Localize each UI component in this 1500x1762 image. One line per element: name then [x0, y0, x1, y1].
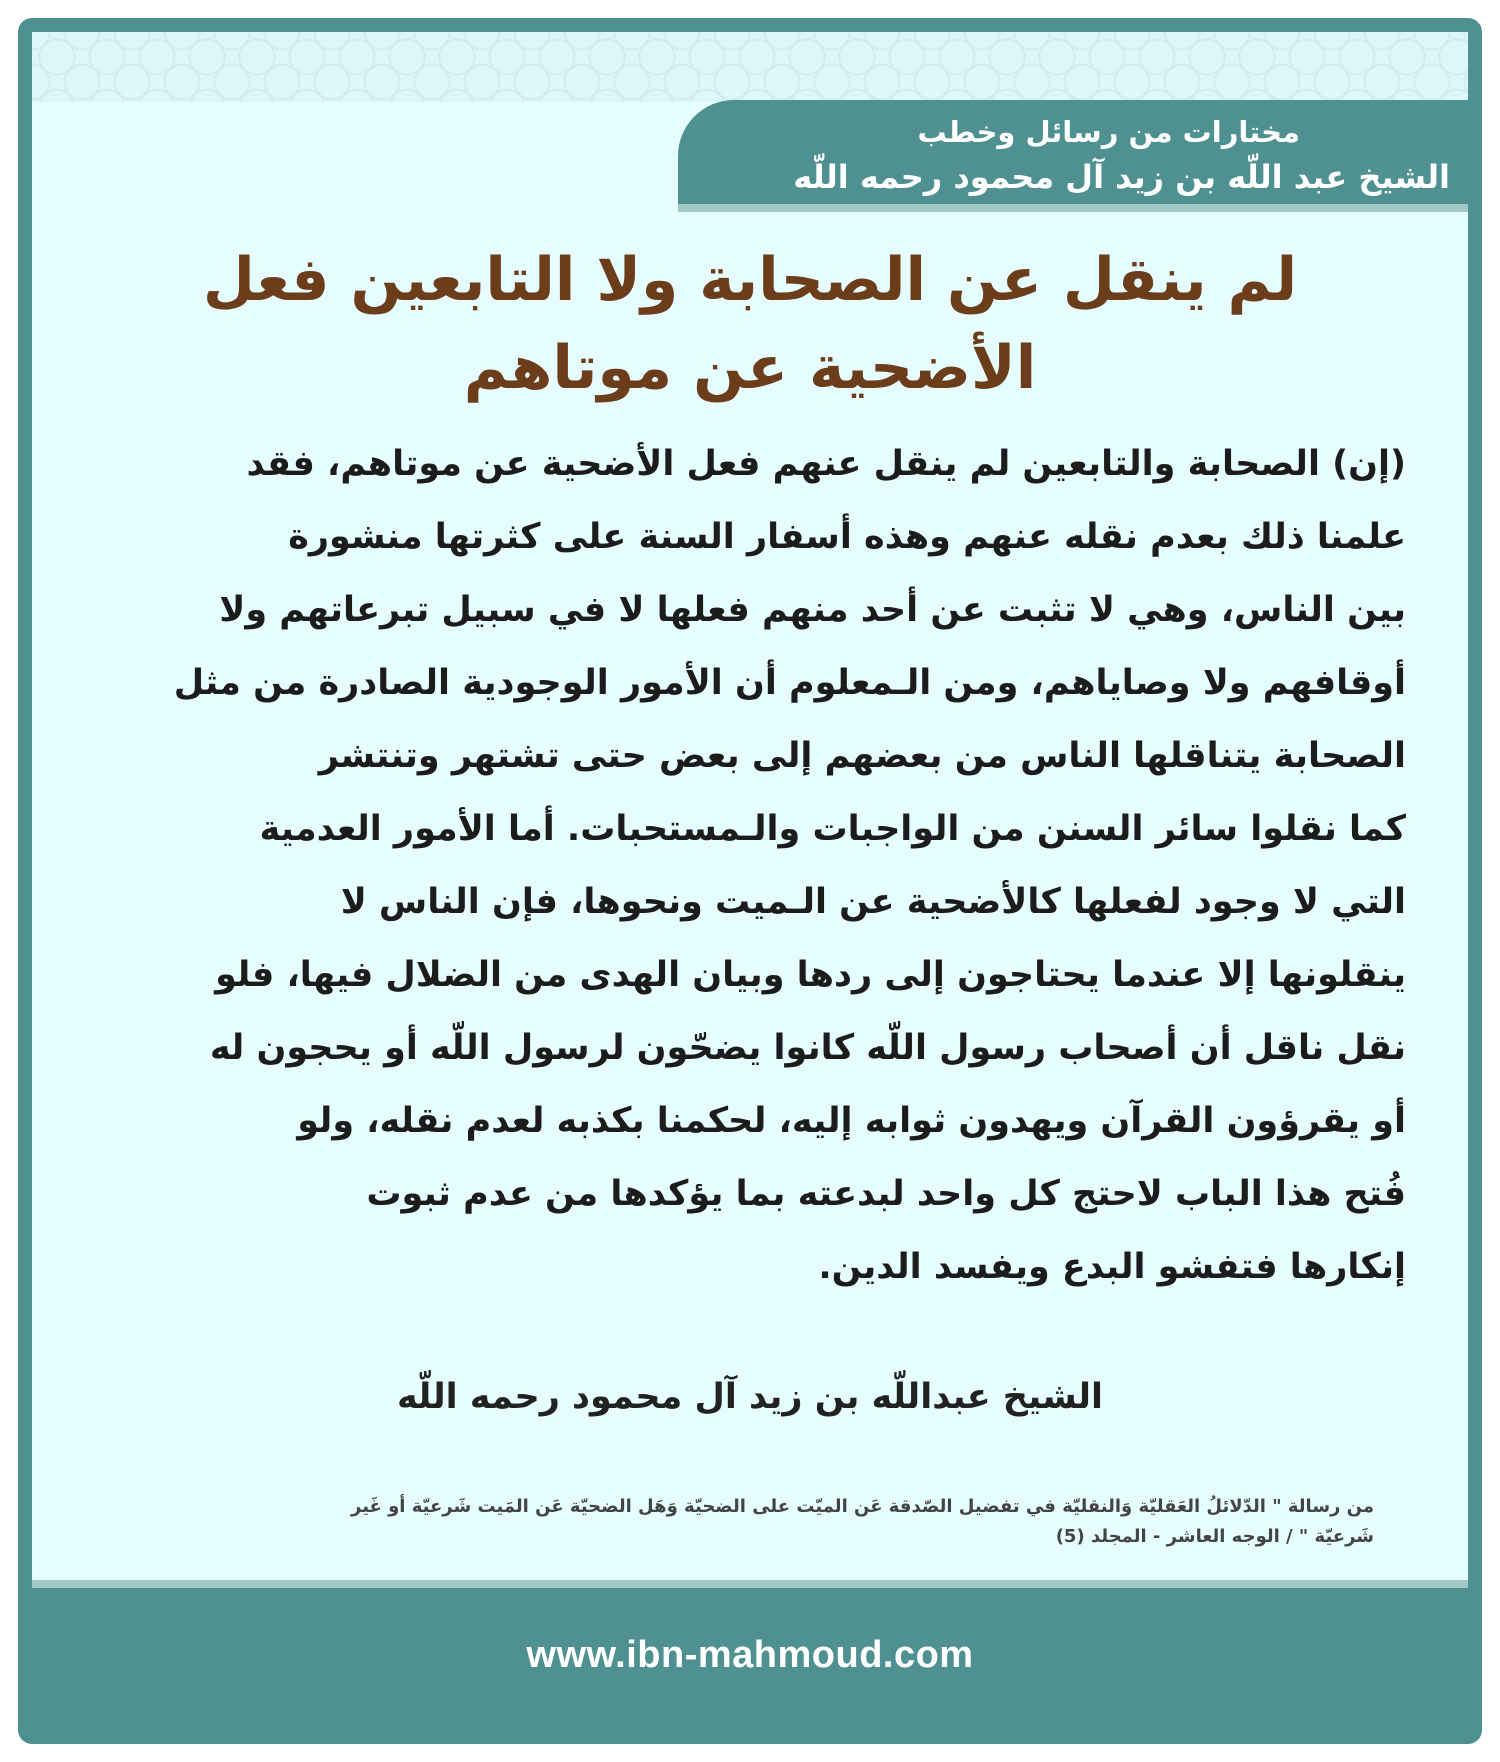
- article-body: [150, 428, 1406, 1304]
- header-series-title: مختارات من رسائل وخطب: [917, 115, 1300, 149]
- body-line: بين الناس، وهي لا تثبت عن أحد منهم فعلها لا في سبيل تبرعاتهم ولا: [219, 590, 1406, 630]
- article-title-line: الأضحية عن موتاهم: [463, 333, 1037, 403]
- body-line: إنكارها فتفشو البدع ويفسد الدين.: [818, 1247, 1406, 1287]
- body-line: أو يقرؤون القرآن ويهدون ثوابه إليه، لحكمنا بكذبه لعدم نقله، ولو: [297, 1101, 1406, 1141]
- body-line: علمنا ذلك بعدم نقله عنهم وهذه أسفار السنة على كثرتها منشورة: [288, 517, 1406, 557]
- header-author-name: الشيخ عبد اللّه بن زيد آل محمود رحمه اللّه: [793, 158, 1450, 196]
- page-frame: [18, 18, 1482, 1744]
- body-line: (إن) الصحابة والتابعين لم ينقل عنهم فعل الأضحية عن موتاهم، فقد: [246, 444, 1406, 484]
- body-line: التي لا وجود لفعلها كالأضحية عن الـميت ونحوها، فإن الناس لا: [340, 882, 1406, 922]
- header-banner: [678, 100, 1468, 204]
- website-link[interactable]: www.ibn-mahmoud.com: [526, 1634, 974, 1676]
- article-title-line: لم ينقل عن الصحابة ولا التابعين فعل: [202, 245, 1298, 315]
- source-citation-line: شَرعيّة " / الوجه العاشر - المجلد (5): [1055, 1526, 1374, 1547]
- body-line: ينقلونها إلا عندما يحتاجون إلى ردها وبيان الهدى من الضلال فيها، فلو: [215, 955, 1406, 995]
- source-citation: [122, 1492, 1374, 1552]
- author-signature: الشيخ عبداللّه بن زيد آل محمود رحمه اللّه: [396, 1377, 1104, 1417]
- body-line: كما نقلوا سائر السنن من الواجبات والـمستحبات. أما الأمور العدمية: [259, 809, 1406, 849]
- decorative-pattern: [32, 32, 1468, 102]
- body-line: نقل ناقل أن أصحاب رسول اللّه كانوا يضحّون لرسول اللّه أو يحجون له: [209, 1028, 1406, 1068]
- body-line: الصحابة يتناقلها الناس من بعضهم إلى بعض حتى تشتهر وتنتشر: [318, 736, 1406, 776]
- body-line: أوقافهم ولا وصاياهم، ومن الـمعلوم أن الأمور الوجودية الصادرة من مثل: [173, 663, 1406, 703]
- footer-banner: [32, 1580, 1468, 1730]
- article-title: [72, 236, 1428, 412]
- source-citation-line: من رسالة " الدّلائلُ العَقليّة وَالنقليّة في تفضيل الصّدقة عَن الميّت على الضحيّة وَهَل الضحيّة عَن المَيت شَرعيّة أو غَير: [351, 1496, 1374, 1517]
- body-line: فُتح هذا الباب لاحتج كل واحد لبدعته بما يؤكدها من عدم ثبوت: [366, 1174, 1406, 1214]
